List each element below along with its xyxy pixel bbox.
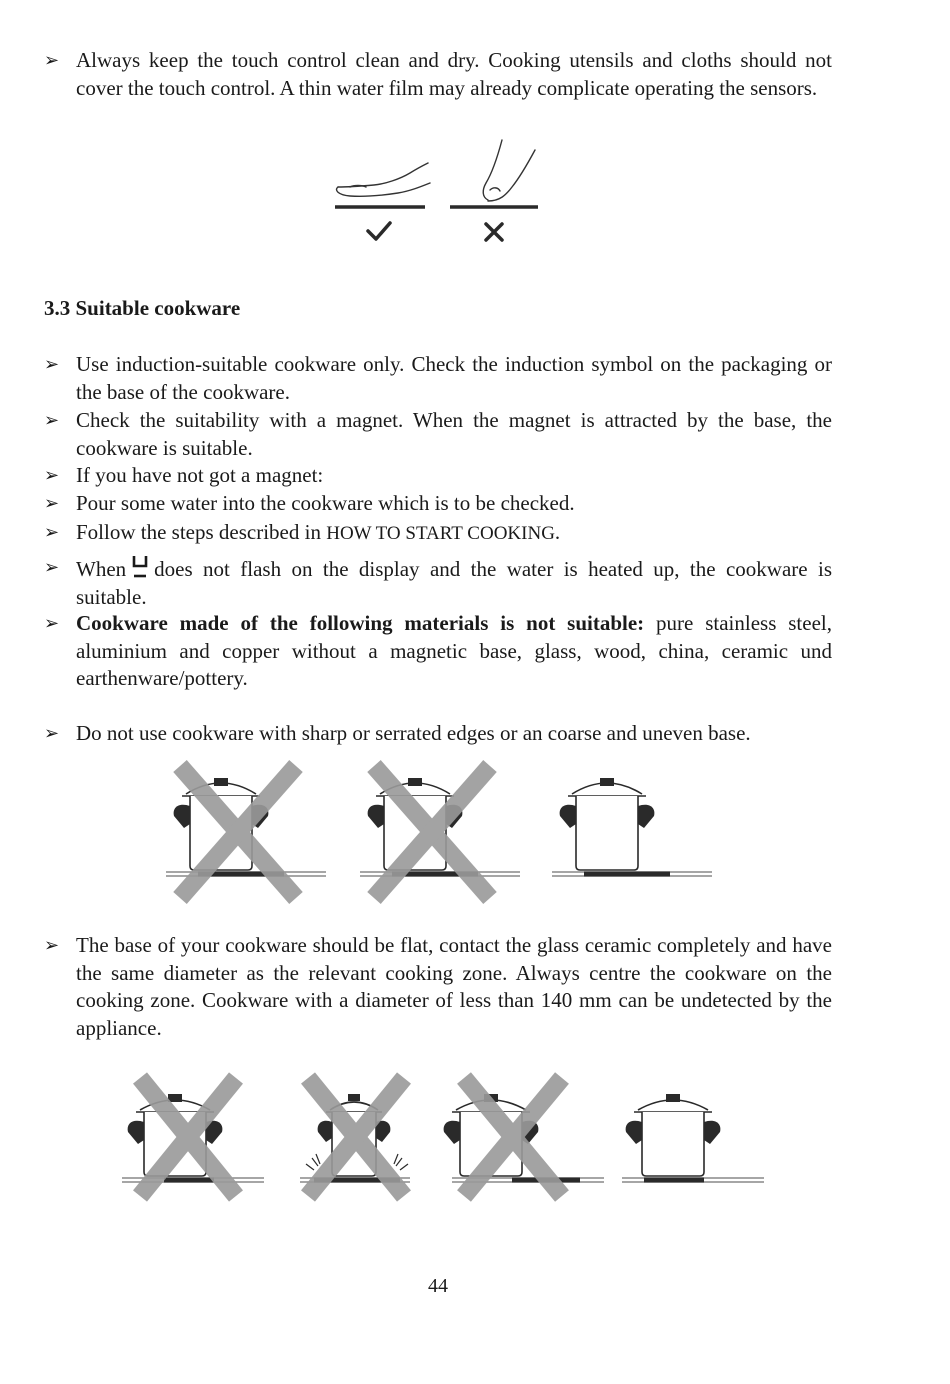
when-text: When <box>76 557 127 581</box>
induction-cookware-paragraph: Use induction-suitable cookware only. Check the induction symbol on the packaging or the base of the cookware. <box>76 352 832 404</box>
bullet-arrow-icon: ➢ <box>44 522 60 543</box>
bullet-arrow-icon: ➢ <box>44 935 60 956</box>
pan-detection-symbol-icon <box>132 554 148 580</box>
bullet-arrow-icon: ➢ <box>44 613 60 634</box>
bullet-arrow-icon: ➢ <box>44 465 60 486</box>
how-to-start-cooking-reference: HOW TO START COOKING <box>326 523 555 544</box>
finger-touch-illustration <box>330 135 550 255</box>
bullet-arrow-icon: ➢ <box>44 410 60 431</box>
check-icon <box>368 223 390 239</box>
bullet-arrow-icon: ➢ <box>44 557 60 578</box>
uneven-base-pots-illustration <box>160 758 720 908</box>
display-symbol-text: does not flash on the display and the water is heated up, the cookware is suitable. <box>76 557 832 609</box>
display-symbol-paragraph <box>76 554 832 611</box>
unsuitable-materials-list: pure stainless steel, aluminium and copper without a magnetic base, glass, wood, china, ceramic und earthenware/pottery. <box>76 611 832 690</box>
unsuitable-materials-bold: Cookware made of the following materials is not suitable: <box>76 611 645 635</box>
follow-steps-text: Follow the steps described in <box>76 520 327 544</box>
page-number: 44 <box>428 1275 448 1297</box>
follow-steps-period: . <box>554 520 561 544</box>
flat-base-paragraph: The base of your cookware should be flat, contact the glass ceramic completely and have the same diameter as the relevant cooking zone. Always centre the cookware on the cooking zone. Cookware with a diameter of less than 140 mm can be undetected by the appliance. <box>76 933 832 1040</box>
bullet-arrow-icon: ➢ <box>44 493 60 514</box>
bullet-arrow-icon: ➢ <box>44 723 60 744</box>
pot-size-position-illustration <box>118 1072 778 1212</box>
unsuitable-materials-paragraph <box>76 610 832 693</box>
cross-icon <box>486 224 502 240</box>
bullet-arrow-icon: ➢ <box>44 50 60 71</box>
bullet-arrow-icon: ➢ <box>44 354 60 375</box>
no-magnet-paragraph: If you have not got a magnet: <box>76 463 324 487</box>
sharp-edges-paragraph: Do not use cookware with sharp or serrated edges or an coarse and uneven base. <box>76 721 751 745</box>
section-heading: 3.3 Suitable cookware <box>44 296 241 320</box>
pour-water-paragraph: Pour some water into the cookware which is to be checked. <box>76 491 575 515</box>
touch-control-paragraph: Always keep the touch control clean and dry. Cooking utensils and cloths should not cover the touch control. A thin water film may already complicate operating the sensors. <box>76 48 832 100</box>
magnet-check-paragraph: Check the suitability with a magnet. When the magnet is attracted by the base, the cookware is suitable. <box>76 408 832 460</box>
follow-steps-paragraph <box>76 519 832 548</box>
